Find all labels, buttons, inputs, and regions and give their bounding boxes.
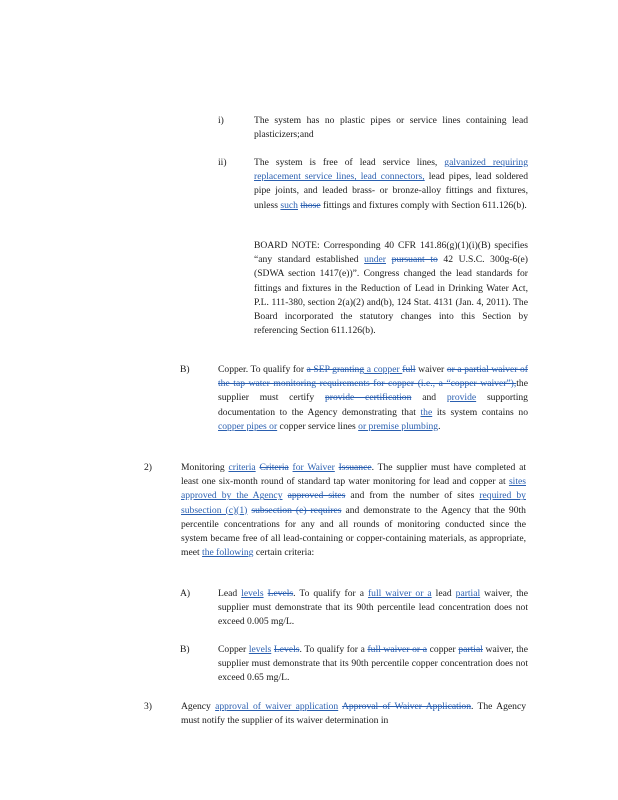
inserted-text: a copper <box>364 364 403 375</box>
deleted-text: Criteria <box>259 462 289 473</box>
inserted-text: sites approved by the Agency <box>181 476 526 502</box>
text-run: lead <box>431 588 456 599</box>
deleted-text: Levels <box>267 588 294 599</box>
inserted-text: partial <box>455 588 481 599</box>
section-3-text <box>181 700 526 728</box>
text-run: . To qualify for a <box>299 644 368 655</box>
item-i-text: The system has no plastic pipes or service lines containing lead plasticizers;and <box>254 115 528 141</box>
text-run: waiver, the supplier must demonstrate that its 90th percentile copper concentration does not exceed 0.65 mg/L. <box>218 644 528 684</box>
inserted-text: levels <box>241 588 264 599</box>
text-run: Monitoring <box>181 462 229 473</box>
text-run: and from the number of sites <box>345 490 480 502</box>
text-run: copper service lines <box>277 420 359 432</box>
section-2a-marker: A) <box>180 588 191 599</box>
section-3-marker: 3) <box>144 701 152 712</box>
inserted-text: the <box>420 406 433 418</box>
text-run: the supplier must certify <box>218 378 528 404</box>
deleted-text: Levels <box>273 644 300 655</box>
text-run: lead pipes, lead soldered pipe joints, and leaded brass- or bronze-alloy fittings and fixtures, unless <box>254 171 528 211</box>
text-run: . The Agency must notify the supplier of its waiver determination in <box>181 701 527 727</box>
text-run: and demonstrate to the Agency that the 90th percentile concentrations for any and all rounds of monitoring conducted since the system became free of all lead-containing or copper-containing materials, as appropriate, meet <box>181 504 526 559</box>
text-run: certain criteria: <box>253 547 315 559</box>
text-run: and <box>411 392 447 404</box>
deleted-text: pursuant to <box>391 254 438 266</box>
deleted-text: provide certification <box>324 392 412 404</box>
inserted-text: full waiver or a <box>367 588 432 599</box>
inserted-text: levels <box>248 644 272 655</box>
inserted-text: required by subsection (c)(1) <box>181 490 526 516</box>
deleted-text: full <box>402 364 416 375</box>
item-ii-text <box>254 156 528 213</box>
deleted-text: those <box>300 199 321 211</box>
text-run: . The supplier must have completed at least one six-month round of standard tap water monitoring for lead and copper at <box>181 462 526 488</box>
inserted-text: under <box>364 254 386 266</box>
inserted-text: criteria <box>228 462 256 473</box>
text-run: copper <box>427 644 459 655</box>
deleted-text: partial <box>458 644 483 655</box>
text-run: Copper <box>218 644 249 655</box>
inserted-text: copper pipes or <box>218 420 278 432</box>
text-run: Agency <box>181 701 216 712</box>
text-run: Lead <box>218 588 242 599</box>
deleted-text: full waiver or a <box>367 644 428 655</box>
board-note <box>254 239 528 338</box>
inserted-text: approval of waiver application <box>215 701 339 712</box>
inserted-text: provide <box>446 392 477 404</box>
text-run: waiver, the supplier must demonstrate that its 90th percentile lead concentration does not exceed 0.005 mg/L. <box>218 588 528 628</box>
deleted-text: a SEP granting <box>306 364 365 375</box>
b-copper-marker: B) <box>180 364 190 375</box>
inserted-text: such <box>280 199 298 211</box>
text-run: fittings and fixtures comply with Section 611.126(b). <box>320 199 527 211</box>
section-2-marker: 2) <box>144 462 152 473</box>
text-run: . <box>438 420 441 432</box>
text-run: supporting documentation to the Agency demonstrating that <box>218 392 528 418</box>
inserted-text: for Waiver <box>292 462 335 473</box>
deleted-text: approved sites <box>287 490 346 502</box>
text-run: its system contains no <box>432 406 528 418</box>
deleted-text: Issuance <box>338 462 372 473</box>
inserted-text: or premise plumbing <box>358 420 439 432</box>
item-i-marker: i) <box>218 115 224 126</box>
text-run: waiver <box>415 364 447 375</box>
section-2b-marker: B) <box>180 644 190 655</box>
inserted-text: galvanized requiring replacement service lines, lead connectors, <box>254 157 528 183</box>
section-2b-text <box>218 643 528 686</box>
section-2-text <box>181 461 526 560</box>
text-run: . To qualify for a <box>293 588 368 599</box>
text-run: BOARD NOTE: Corresponding 40 CFR 141.86(g)(1)(i)(B) specifies “any standard established <box>254 240 528 266</box>
text-run: The system is free of lead service lines, <box>254 157 445 168</box>
item-ii-marker: ii) <box>218 157 227 168</box>
b-copper-text <box>218 363 528 434</box>
deleted-text: or a partial waiver of the tap water monitoring requirements for copper (i.e., a “copper waiver”), <box>218 364 528 390</box>
deleted-text: subsection (e) requires <box>251 504 342 516</box>
deleted-text: Approval of Waiver Application <box>341 701 472 712</box>
text-run: Copper. To qualify for <box>218 364 307 375</box>
inserted-text: the following <box>202 547 254 559</box>
text-run: 42 U.S.C. 300g-6(e) (SDWA section 1417(e))”. Congress changed the lead standards for fittings and fixtures in the Reduction of Lead in Drinking Water Act, P.L. 111-380, section 2(a)(2) and(b), 124 Stat. 4131 (Jan. 4, 2011). The Board incorporated the statutory changes into this Section by referencing Section 611.126(b). <box>254 254 528 337</box>
section-2a-text <box>218 587 528 630</box>
